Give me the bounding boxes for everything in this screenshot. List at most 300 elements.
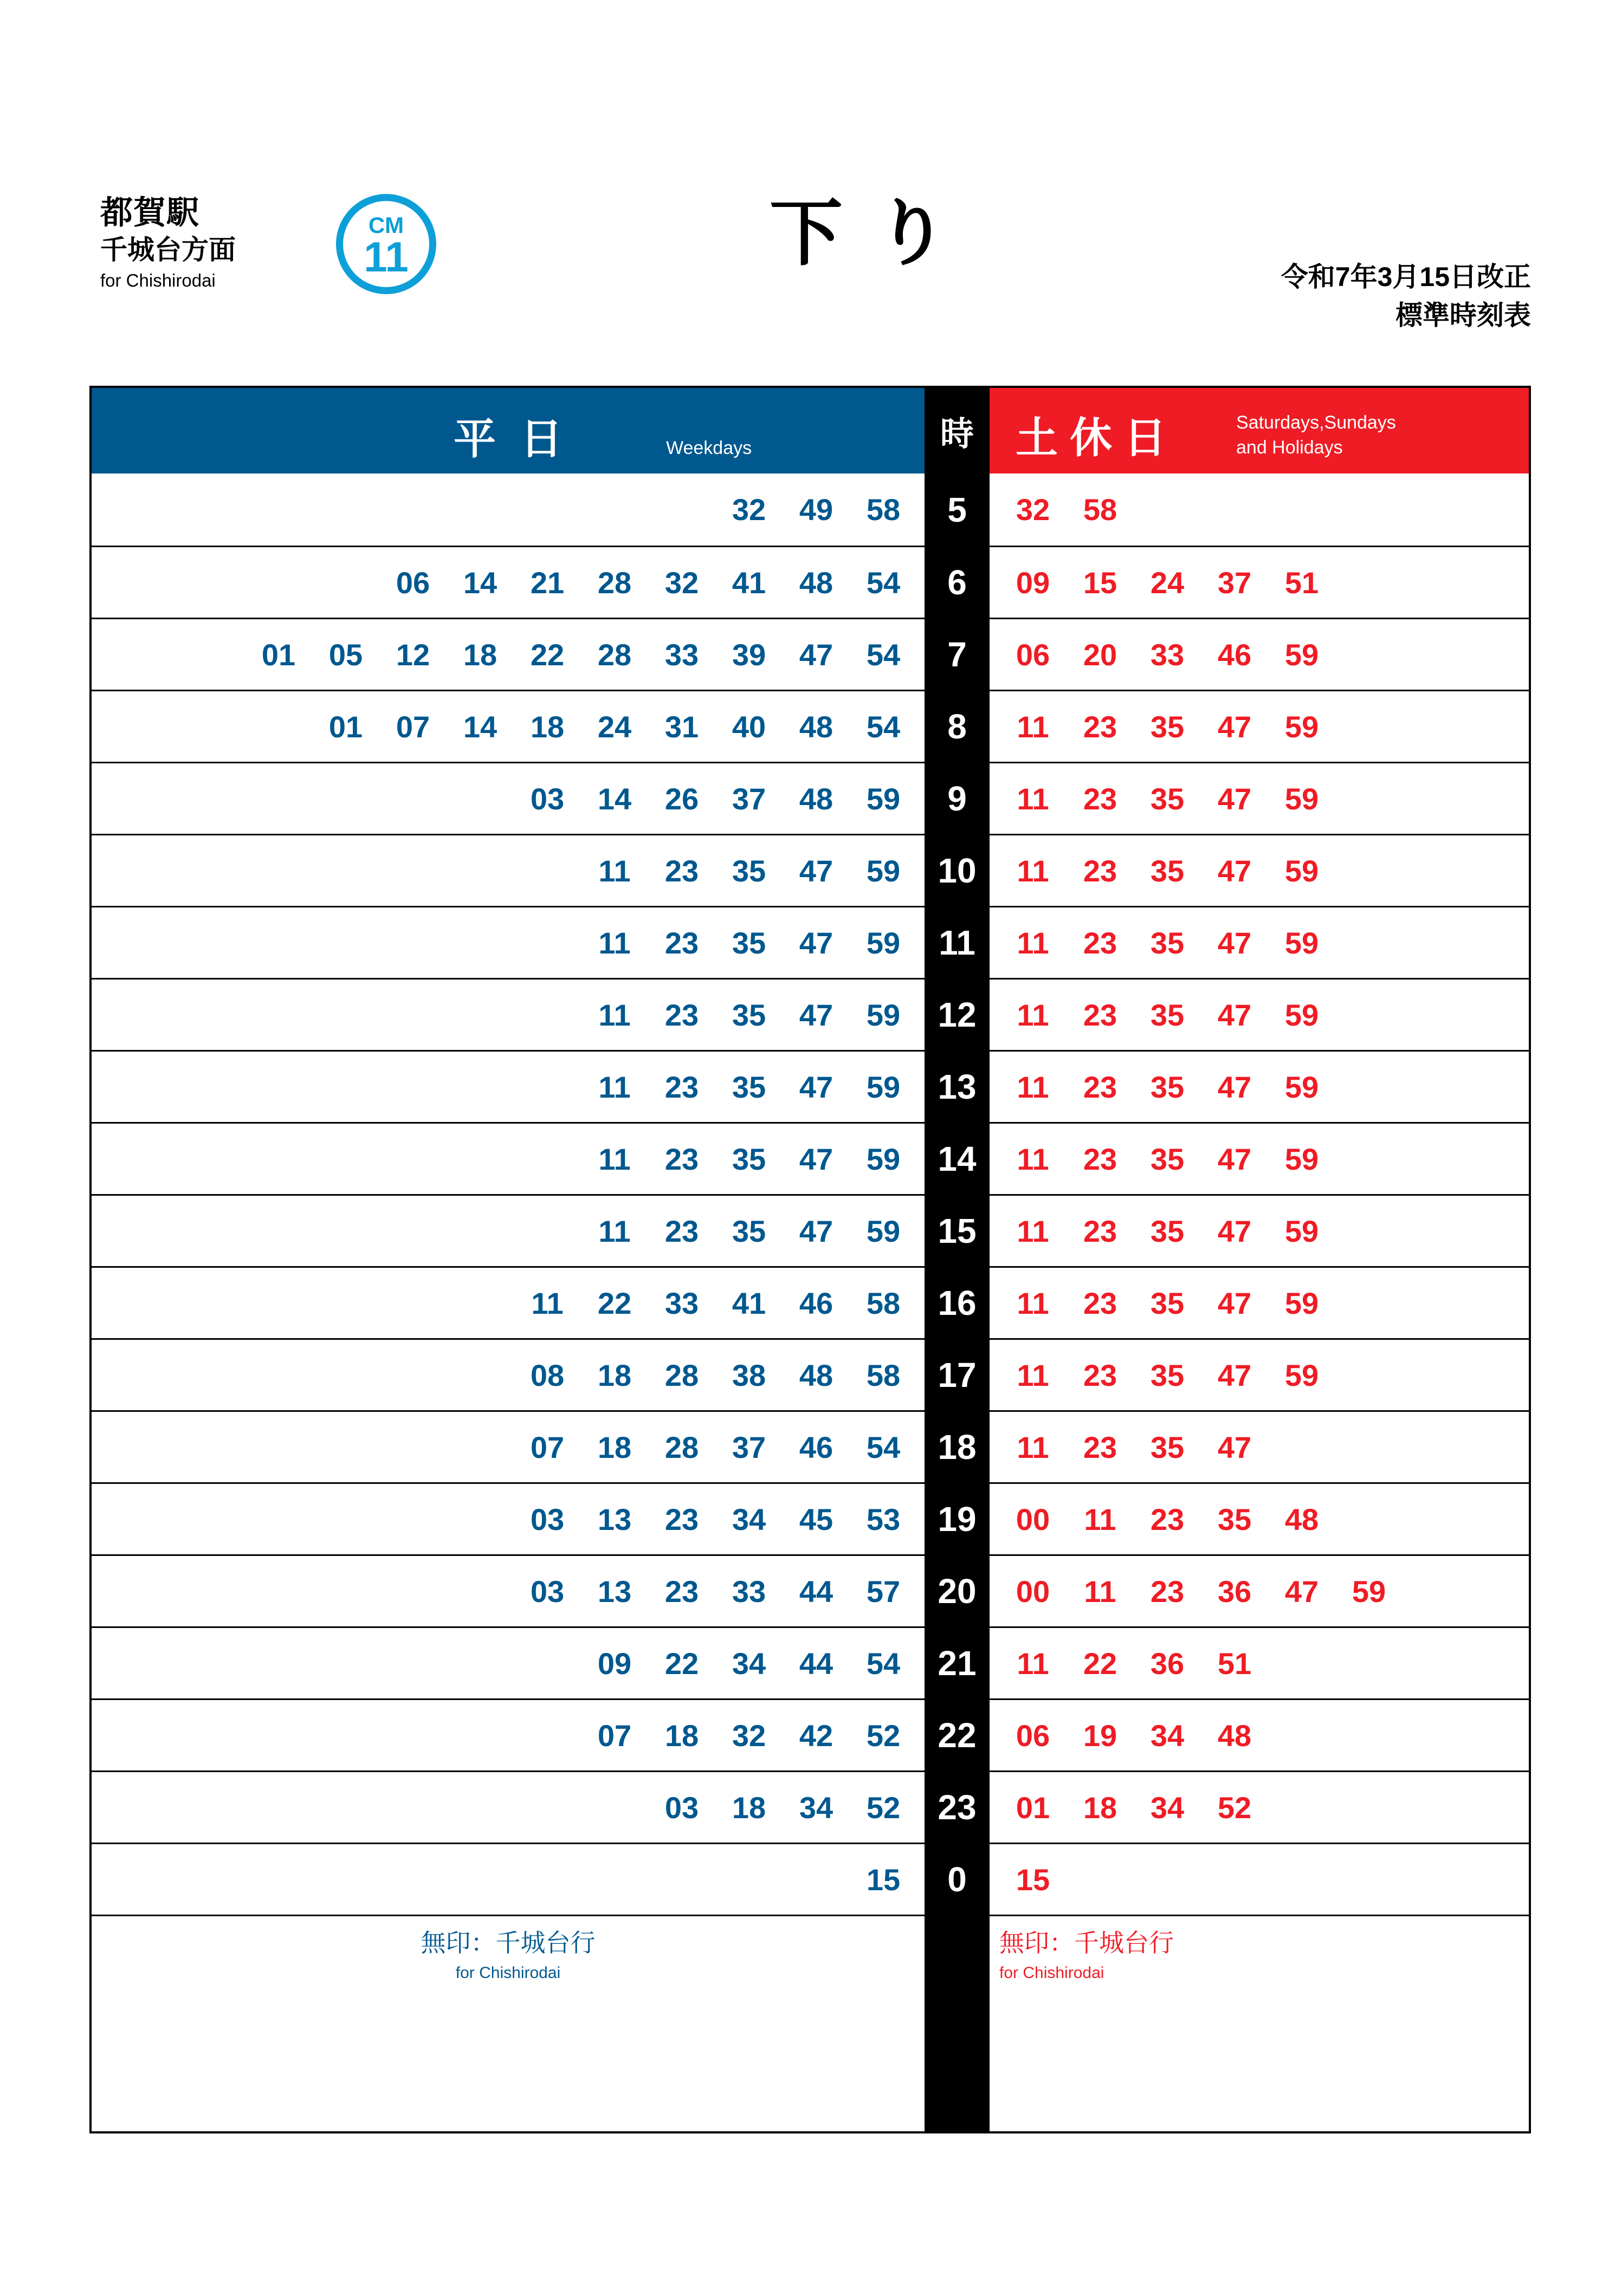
weekday-minute: 22	[597, 1286, 632, 1320]
holiday-minute: 47	[1217, 853, 1252, 888]
weekday-minute: 35	[732, 853, 766, 888]
line-number: 11	[364, 232, 409, 281]
weekday-minute: 18	[732, 1790, 766, 1825]
weekday-minute: 35	[732, 1141, 766, 1176]
holiday-minute: 01	[1016, 1790, 1050, 1825]
weekday-minute: 48	[799, 781, 833, 816]
station-name: 都賀駅	[100, 194, 199, 231]
holiday-minute: 11	[1017, 1214, 1049, 1248]
line-code: CM	[368, 212, 404, 238]
holiday-minute: 35	[1217, 1502, 1252, 1536]
holiday-minute: 47	[1217, 1358, 1252, 1392]
weekday-minutes-cell	[92, 1052, 925, 1122]
weekday-minute: 52	[866, 1718, 901, 1753]
holiday-minute: 48	[1217, 1718, 1252, 1753]
weekday-minute: 14	[463, 709, 497, 744]
holiday-minute: 51	[1217, 1646, 1252, 1681]
holiday-minute: 23	[1083, 1069, 1117, 1104]
hour-cell: 6	[925, 547, 990, 618]
weekday-minute: 35	[732, 997, 766, 1032]
holiday-minutes-cell	[990, 1772, 1529, 1843]
station-block	[100, 195, 328, 291]
holiday-minute: 23	[1083, 1286, 1117, 1320]
weekday-minute: 07	[597, 1718, 632, 1753]
weekday-minutes-cell	[92, 1556, 925, 1626]
holiday-minute: 20	[1083, 637, 1117, 672]
holiday-minute: 47	[1217, 997, 1252, 1032]
holiday-header-jp: 土休日	[1016, 414, 1179, 462]
weekday-minutes-cell	[92, 1844, 925, 1915]
holiday-minutes-cell	[990, 1556, 1529, 1626]
holiday-minute: 33	[1150, 637, 1185, 672]
holiday-minute: 06	[1016, 1718, 1050, 1753]
weekday-minute: 13	[597, 1574, 632, 1609]
weekday-minute: 48	[799, 565, 833, 600]
holiday-header-en: Saturdays,Sundays and Holidays	[1236, 412, 1396, 458]
holiday-note-jp: 無印：千城台行	[999, 1929, 1174, 1957]
weekday-minute: 57	[866, 1574, 901, 1609]
holiday-minute: 36	[1150, 1646, 1185, 1681]
weekday-note-jp: 無印：千城台行	[421, 1929, 596, 1957]
hour-cell: 8	[925, 691, 990, 762]
weekday-minute: 18	[463, 637, 497, 672]
holiday-minute: 11	[1017, 1141, 1049, 1176]
weekday-minute: 35	[732, 1214, 766, 1248]
weekday-minute: 24	[597, 709, 632, 744]
timetable-note-row	[92, 1915, 1529, 2131]
holiday-minute: 15	[1083, 565, 1117, 600]
timetable-row	[92, 1698, 1529, 1770]
weekday-minute: 03	[530, 1502, 565, 1536]
weekday-minute: 15	[866, 1862, 901, 1897]
hour-cell: 21	[925, 1628, 990, 1698]
revision-subtitle: 標準時刻表	[1395, 300, 1531, 330]
timetable-row	[92, 1482, 1529, 1554]
weekday-minutes-cell	[92, 907, 925, 978]
holiday-minute: 59	[1284, 1141, 1319, 1176]
weekday-minute: 34	[732, 1502, 766, 1536]
weekday-minutes-cell	[92, 1484, 925, 1554]
weekday-minute: 23	[664, 1502, 699, 1536]
weekday-minute: 33	[732, 1574, 766, 1609]
weekday-minute: 58	[866, 1286, 901, 1320]
timetable-body	[92, 474, 1529, 1915]
hour-cell: 9	[925, 763, 990, 834]
timetable-row	[92, 1843, 1529, 1915]
holiday-minute: 35	[1150, 1430, 1185, 1464]
weekday-minutes-cell	[92, 1268, 925, 1338]
holiday-minute: 23	[1083, 781, 1117, 816]
timetable-row	[92, 1122, 1529, 1194]
holiday-minute: 35	[1150, 1214, 1185, 1248]
holiday-minute: 23	[1150, 1502, 1185, 1536]
weekday-minutes-cell	[92, 1412, 925, 1482]
hour-cell: 18	[925, 1412, 990, 1482]
weekday-minute: 18	[664, 1718, 699, 1753]
line-badge-icon	[336, 194, 436, 294]
weekday-minute: 22	[530, 637, 565, 672]
weekday-minute: 59	[866, 1214, 901, 1248]
weekday-minute: 18	[597, 1430, 632, 1464]
hour-cell: 16	[925, 1268, 990, 1338]
holiday-minute: 47	[1217, 1286, 1252, 1320]
holiday-minute: 35	[1150, 853, 1185, 888]
weekday-minute: 18	[597, 1358, 632, 1392]
holiday-minute: 59	[1284, 997, 1319, 1032]
holiday-minute: 34	[1150, 1718, 1185, 1753]
timetable-row	[92, 762, 1529, 834]
page-title: 下り	[770, 192, 981, 274]
holiday-minute: 37	[1217, 565, 1252, 600]
holiday-minute: 00	[1016, 1574, 1050, 1609]
holiday-minutes-cell	[990, 835, 1529, 906]
weekday-minute: 48	[799, 1358, 833, 1392]
holiday-minute: 23	[1083, 853, 1117, 888]
timetable-row	[92, 690, 1529, 762]
weekday-minute: 31	[664, 709, 699, 744]
holiday-minute: 11	[1017, 1358, 1049, 1392]
holiday-minute: 11	[1084, 1502, 1116, 1536]
holiday-minute: 47	[1217, 1141, 1252, 1176]
weekday-minute: 41	[732, 565, 766, 600]
weekday-minute: 28	[597, 637, 632, 672]
holiday-minutes-cell	[990, 1196, 1529, 1266]
holiday-minutes-cell	[990, 474, 1529, 546]
revision-block	[1281, 260, 1531, 332]
weekday-minute: 40	[732, 709, 766, 744]
holiday-minute: 11	[1017, 853, 1049, 888]
holiday-minute: 09	[1016, 565, 1050, 600]
timetable-header-row	[92, 388, 1529, 474]
weekday-minute: 54	[866, 709, 901, 744]
weekday-minute: 37	[732, 1430, 766, 1464]
holiday-minute: 59	[1284, 1358, 1319, 1392]
holiday-minute: 35	[1150, 709, 1185, 744]
weekday-minute: 23	[664, 1214, 699, 1248]
weekday-minute: 01	[328, 709, 363, 744]
weekday-minute: 34	[799, 1790, 833, 1825]
holiday-minutes-cell	[990, 980, 1529, 1050]
holiday-minute: 18	[1083, 1790, 1117, 1825]
weekday-minute: 54	[866, 637, 901, 672]
holiday-minutes-cell	[990, 1052, 1529, 1122]
timetable-row	[92, 978, 1529, 1050]
weekday-minutes-cell	[92, 1340, 925, 1410]
holiday-minute: 35	[1150, 925, 1185, 960]
holiday-minute: 46	[1217, 637, 1252, 672]
weekday-minute: 54	[866, 1646, 901, 1681]
weekday-minute: 28	[664, 1358, 699, 1392]
weekday-minute: 59	[866, 1141, 901, 1176]
hour-cell: 23	[925, 1772, 990, 1843]
weekday-minute: 11	[598, 925, 631, 960]
holiday-minute: 34	[1150, 1790, 1185, 1825]
holiday-minutes-cell	[990, 763, 1529, 834]
weekday-minute: 18	[530, 709, 565, 744]
holiday-minute: 35	[1150, 781, 1185, 816]
holiday-minutes-cell	[990, 1124, 1529, 1194]
holiday-minute: 23	[1083, 997, 1117, 1032]
holiday-minute: 23	[1083, 1430, 1117, 1464]
timetable-row	[92, 546, 1529, 618]
weekday-minute: 32	[664, 565, 699, 600]
holiday-column-header	[990, 388, 1529, 474]
holiday-minute: 23	[1083, 1214, 1117, 1248]
weekday-minute: 14	[463, 565, 497, 600]
weekday-minute: 23	[664, 853, 699, 888]
weekday-minute: 38	[732, 1358, 766, 1392]
weekday-minute: 14	[597, 781, 632, 816]
weekday-minute: 01	[261, 637, 296, 672]
weekday-minute: 58	[866, 1358, 901, 1392]
holiday-minutes-cell	[990, 1700, 1529, 1770]
weekday-minute: 32	[732, 492, 766, 527]
weekday-minutes-cell	[92, 1196, 925, 1266]
holiday-minute: 23	[1083, 1141, 1117, 1176]
timetable-row	[92, 1194, 1529, 1266]
weekday-minute: 59	[866, 1069, 901, 1104]
weekday-minute: 12	[396, 637, 430, 672]
weekday-minute: 23	[664, 1574, 699, 1609]
weekday-minute: 49	[799, 492, 833, 527]
holiday-minutes-cell	[990, 547, 1529, 618]
hour-column-header: 時	[925, 388, 990, 474]
holiday-minutes-cell	[990, 1484, 1529, 1554]
weekday-minute: 07	[530, 1430, 565, 1464]
holiday-minutes-cell	[990, 1340, 1529, 1410]
weekday-minute: 34	[732, 1646, 766, 1681]
hour-cell: 0	[925, 1844, 990, 1915]
holiday-minutes-cell	[990, 619, 1529, 690]
weekday-minute: 05	[328, 637, 363, 672]
holiday-minute: 11	[1017, 1646, 1049, 1681]
weekday-minute: 33	[664, 637, 699, 672]
holiday-minute: 52	[1217, 1790, 1252, 1825]
holiday-minute: 59	[1284, 781, 1319, 816]
weekday-minute: 13	[597, 1502, 632, 1536]
holiday-minute: 11	[1017, 925, 1049, 960]
weekday-minute: 42	[799, 1718, 833, 1753]
holiday-minute: 47	[1217, 1214, 1252, 1248]
weekday-minute: 58	[866, 492, 901, 527]
holiday-minute: 35	[1150, 1069, 1185, 1104]
holiday-minute: 59	[1284, 925, 1319, 960]
weekday-minute: 23	[664, 1069, 699, 1104]
weekday-minute: 23	[664, 925, 699, 960]
holiday-minute: 15	[1016, 1862, 1050, 1897]
weekday-minute: 06	[396, 565, 430, 600]
weekday-minute: 46	[799, 1430, 833, 1464]
holiday-minute: 22	[1083, 1646, 1117, 1681]
holiday-minute: 32	[1016, 492, 1050, 527]
weekday-minute: 11	[598, 1214, 631, 1248]
holiday-minute: 11	[1017, 709, 1049, 744]
holiday-note	[990, 1916, 1529, 2131]
weekday-minute: 53	[866, 1502, 901, 1536]
weekday-minute: 09	[597, 1646, 632, 1681]
weekday-minute: 47	[799, 853, 833, 888]
weekday-minute: 45	[799, 1502, 833, 1536]
holiday-minutes-cell	[990, 1844, 1529, 1915]
weekday-minute: 08	[530, 1358, 565, 1392]
hour-cell: 17	[925, 1340, 990, 1410]
weekday-minute: 47	[799, 1214, 833, 1248]
holiday-minutes-cell	[990, 907, 1529, 978]
holiday-minute: 23	[1083, 709, 1117, 744]
holiday-minute: 11	[1017, 1069, 1049, 1104]
timetable-row	[92, 1338, 1529, 1410]
station-direction-jp: 千城台方面	[100, 235, 236, 265]
weekday-minute: 59	[866, 997, 901, 1032]
holiday-minute: 59	[1284, 1286, 1319, 1320]
hour-cell: 12	[925, 980, 990, 1050]
holiday-minute: 47	[1284, 1574, 1319, 1609]
weekday-minute: 28	[664, 1430, 699, 1464]
holiday-minute: 58	[1083, 492, 1117, 527]
weekday-minute: 47	[799, 1069, 833, 1104]
weekday-minute: 35	[732, 925, 766, 960]
holiday-minute: 59	[1284, 637, 1319, 672]
weekday-minute: 52	[866, 1790, 901, 1825]
holiday-minute: 59	[1284, 853, 1319, 888]
weekday-minutes-cell	[92, 835, 925, 906]
holiday-minute: 47	[1217, 781, 1252, 816]
weekday-minute: 23	[664, 997, 699, 1032]
holiday-minute: 11	[1017, 1286, 1049, 1320]
weekday-header-en: Weekdays	[666, 438, 752, 458]
weekday-minute: 47	[799, 997, 833, 1032]
revision-date: 令和7年3月15日改正	[1281, 262, 1531, 292]
weekday-minute: 59	[866, 781, 901, 816]
holiday-minutes-cell	[990, 1268, 1529, 1338]
weekday-minutes-cell	[92, 1628, 925, 1698]
weekday-minute: 28	[597, 565, 632, 600]
weekday-minutes-cell	[92, 547, 925, 618]
weekday-minute: 11	[598, 1141, 631, 1176]
note-hour-spacer	[925, 1916, 990, 2131]
timetable-header	[89, 190, 1531, 368]
holiday-minute: 51	[1284, 565, 1319, 600]
holiday-minute: 59	[1352, 1574, 1386, 1609]
weekday-minutes-cell	[92, 1124, 925, 1194]
hour-cell: 20	[925, 1556, 990, 1626]
holiday-minute: 59	[1284, 709, 1319, 744]
holiday-minute: 47	[1217, 1069, 1252, 1104]
hour-cell: 19	[925, 1484, 990, 1554]
weekday-minute: 54	[866, 1430, 901, 1464]
hour-cell: 13	[925, 1052, 990, 1122]
holiday-minute: 11	[1084, 1574, 1116, 1609]
hour-cell: 22	[925, 1700, 990, 1770]
holiday-minute: 47	[1217, 1430, 1252, 1464]
holiday-minute: 06	[1016, 637, 1050, 672]
weekday-column-header	[92, 388, 925, 474]
holiday-minute: 36	[1217, 1574, 1252, 1609]
timetable-row	[92, 834, 1529, 906]
holiday-minute: 23	[1150, 1574, 1185, 1609]
holiday-minute: 11	[1017, 997, 1049, 1032]
holiday-minute: 23	[1083, 1358, 1117, 1392]
weekday-note-en: for Chishirodai	[455, 1964, 561, 1982]
holiday-minute: 47	[1217, 709, 1252, 744]
weekday-minute: 44	[799, 1646, 833, 1681]
weekday-minute: 35	[732, 1069, 766, 1104]
hour-cell: 5	[925, 474, 990, 546]
weekday-minute: 21	[530, 565, 565, 600]
hour-cell: 14	[925, 1124, 990, 1194]
weekday-minutes-cell	[92, 763, 925, 834]
weekday-minute: 59	[866, 853, 901, 888]
hour-cell: 11	[925, 907, 990, 978]
holiday-minute: 59	[1284, 1214, 1319, 1248]
holiday-minutes-cell	[990, 1412, 1529, 1482]
station-direction-en: for Chishirodai	[100, 270, 216, 290]
timetable-row	[92, 1770, 1529, 1843]
timetable-row	[92, 1554, 1529, 1626]
timetable-row	[92, 906, 1529, 978]
weekday-minutes-cell	[92, 619, 925, 690]
weekday-header-jp: 平日	[453, 415, 587, 463]
holiday-minute: 47	[1217, 925, 1252, 960]
weekday-note	[92, 1916, 925, 2131]
timetable-row	[92, 474, 1529, 546]
weekday-minute: 23	[664, 1141, 699, 1176]
weekday-minute: 47	[799, 925, 833, 960]
holiday-minute: 59	[1284, 1069, 1319, 1104]
hour-cell: 10	[925, 835, 990, 906]
weekday-minutes-cell	[92, 474, 925, 546]
weekday-minute: 33	[664, 1286, 699, 1320]
holiday-minute: 19	[1083, 1718, 1117, 1753]
holiday-minute: 35	[1150, 997, 1185, 1032]
weekday-minute: 22	[664, 1646, 699, 1681]
holiday-minute: 24	[1150, 565, 1185, 600]
holiday-minutes-cell	[990, 1628, 1529, 1698]
timetable-row	[92, 1050, 1529, 1122]
timetable	[89, 386, 1531, 2133]
holiday-minute: 35	[1150, 1358, 1185, 1392]
weekday-minute: 59	[866, 925, 901, 960]
weekday-minute: 39	[732, 637, 766, 672]
weekday-minute: 47	[799, 1141, 833, 1176]
weekday-minute: 11	[598, 853, 631, 888]
weekday-minute: 41	[732, 1286, 766, 1320]
holiday-minutes-cell	[990, 691, 1529, 762]
weekday-minutes-cell	[92, 980, 925, 1050]
weekday-minute: 46	[799, 1286, 833, 1320]
weekday-minute: 11	[598, 1069, 631, 1104]
holiday-minute: 11	[1017, 1430, 1049, 1464]
hour-cell: 15	[925, 1196, 990, 1266]
weekday-minutes-cell	[92, 1772, 925, 1843]
holiday-minute: 35	[1150, 1286, 1185, 1320]
timetable-row	[92, 1266, 1529, 1338]
holiday-note-en: for Chishirodai	[999, 1964, 1104, 1982]
weekday-minute: 47	[799, 637, 833, 672]
weekday-minute: 48	[799, 709, 833, 744]
weekday-minute: 26	[664, 781, 699, 816]
weekday-minute: 03	[530, 781, 565, 816]
holiday-minute: 23	[1083, 925, 1117, 960]
weekday-minute: 44	[799, 1574, 833, 1609]
timetable-row	[92, 1626, 1529, 1698]
holiday-minute: 35	[1150, 1141, 1185, 1176]
weekday-minute: 32	[732, 1718, 766, 1753]
weekday-minute: 03	[530, 1574, 565, 1609]
weekday-minutes-cell	[92, 691, 925, 762]
timetable-row	[92, 1410, 1529, 1482]
weekday-minute: 11	[598, 997, 631, 1032]
